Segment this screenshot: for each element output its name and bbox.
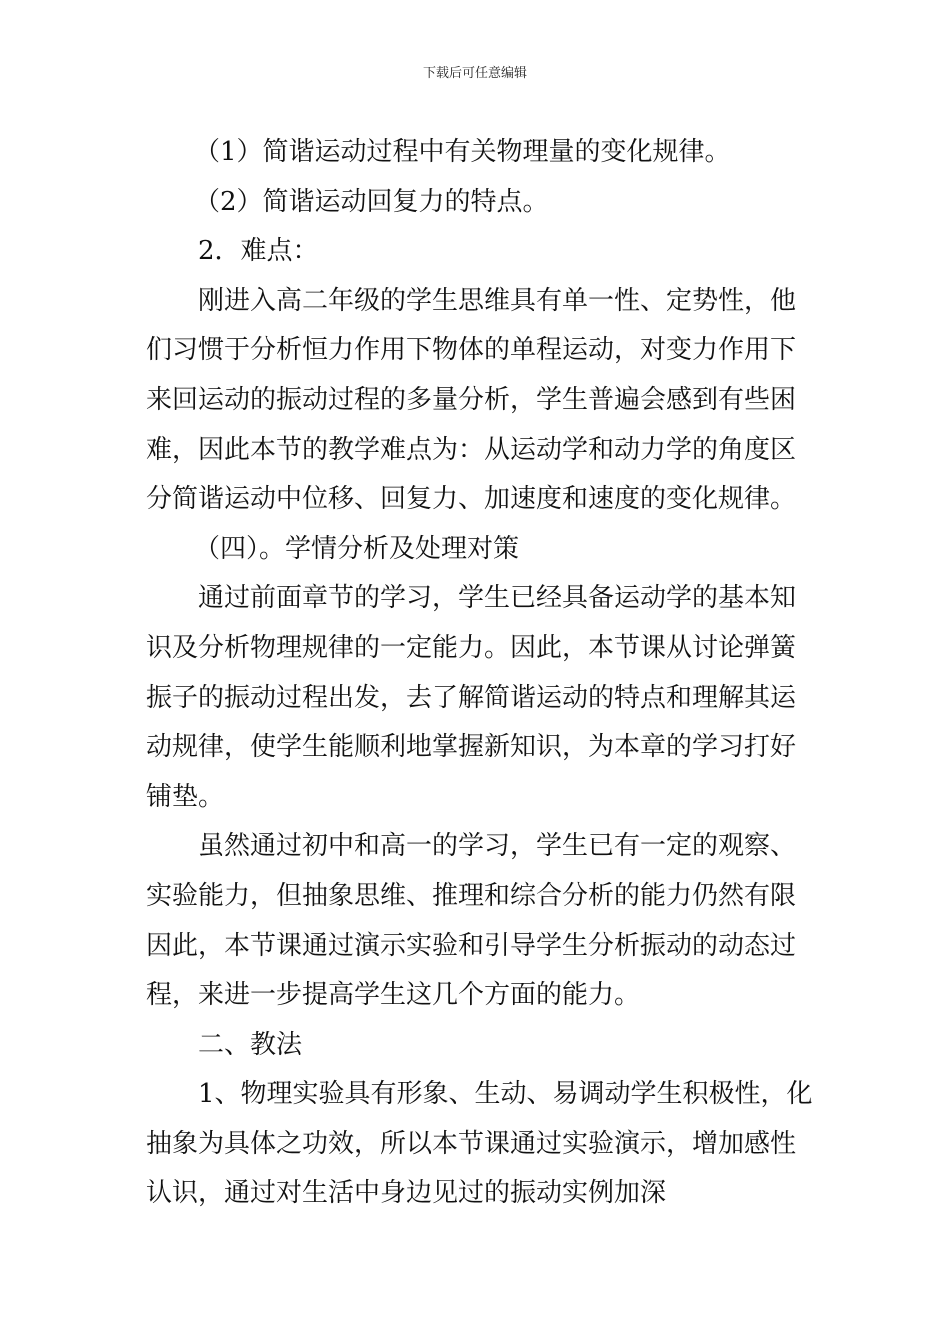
paragraph-line: 动规律，使学生能顺利地掌握新知识，为本章的学习打好	[146, 732, 797, 763]
paragraph-line: 实验能力，但抽象思维、推理和综合分析的能力仍然有限	[146, 880, 797, 911]
text-line: （1）简谐运动过程中有关物理量的变化规律。	[194, 137, 731, 167]
paragraph-line: 因此，本节课通过演示实验和引导学生分析振动的动态过	[146, 930, 797, 961]
paragraph-line: 抽象为具体之功效，所以本节课通过实验演示，增加感性	[146, 1128, 797, 1159]
paragraph-line: 来回运动的振动过程的多量分析，学生普遍会感到有些困	[146, 384, 797, 415]
section-heading: 二、教法	[198, 1029, 303, 1060]
paragraph-line: 程，来进一步提高学生这几个方面的能力。	[146, 980, 641, 1011]
paragraph-line: 通过前面章节的学习，学生已经具备运动学的基本知	[198, 583, 797, 614]
page-header: 下载后可任意编辑	[422, 66, 527, 81]
paragraph-line: 铺垫。	[146, 781, 225, 812]
paragraph-line: 1、物理实验具有形象、生动、易调动学生积极性，化	[198, 1079, 813, 1110]
paragraph-line: 难，因此本节的教学难点为：从运动学和动力学的角度区	[146, 434, 797, 465]
paragraph-line: 识及分析物理规律的一定能力。因此，本节课从讨论弹簧	[146, 632, 797, 663]
section-heading: （四）。学情分析及处理对策	[194, 533, 520, 564]
paragraph-line: 刚进入高二年级的学生思维具有单一性、定势性，他	[198, 285, 797, 316]
document-body	[146, 128, 813, 1219]
section-heading: 2．难点：	[198, 236, 319, 267]
paragraph-line: 虽然通过初中和高一的学习，学生已有一定的观察、	[198, 831, 797, 862]
paragraph-line: 认识，通过对生活中身边见过的振动实例加深	[146, 1178, 667, 1209]
paragraph-line: 分简谐运动中位移、回复力、加速度和速度的变化规律。	[146, 484, 797, 515]
paragraph-line: 们习惯于分析恒力作用下物体的单程运动，对变力作用下	[146, 335, 797, 366]
paragraph-line: 振子的振动过程出发，去了解简谐运动的特点和理解其运	[146, 682, 797, 713]
text-line: （2）简谐运动回复力的特点。	[194, 186, 549, 217]
